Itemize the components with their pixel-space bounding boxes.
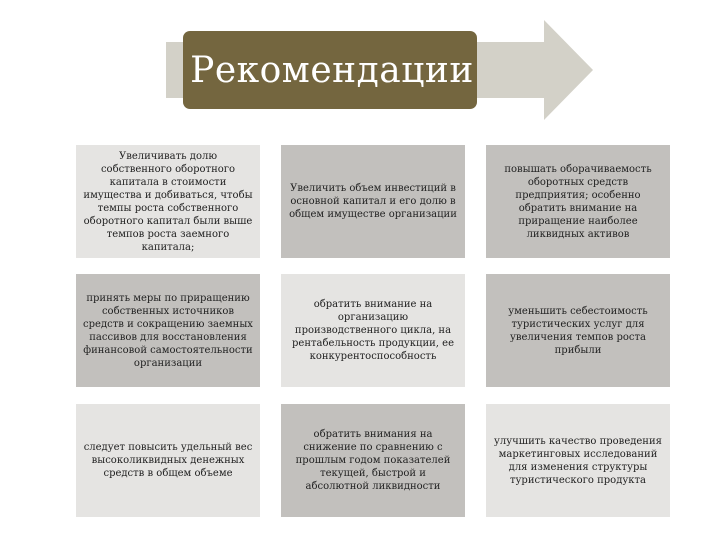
recommendation-r2-c3: уменьшить себестоимость туристических услуг для увеличения темпов роста прибыли — [486, 274, 670, 387]
recommendation-r3-c2: обратить внимания на снижение по сравнению с прошлым годом показателей текущей, быстрой и абсолютной ликвидности — [281, 404, 465, 517]
recommendation-r1-c1: Увеличивать долю собственного оборотного капитала в стоимости имущества и добиваться, чтобы темпы роста собственного оборотного капитал были выше темпов роста заемного капитала; — [76, 145, 260, 258]
recommendation-r1-c3: повышать оборачиваемость оборотных средств предприятия; особенно обратить внимание на приращение наиболее ликвидных активов — [486, 145, 670, 258]
recommendation-r2-c1: принять меры по приращению собственных источников средств и сокращению заемных пассивов для восстановления финансовой самостоятельности организации — [76, 274, 260, 387]
title: Рекомендации — [190, 49, 474, 91]
title-box — [183, 31, 477, 109]
recommendation-r3-c3: улучшить качество проведения маркетинговых исследований для изменения структуры туристического продукта — [486, 404, 670, 517]
recommendation-r1-c2: Увеличить объем инвестиций в основной капитал и его долю в общем имуществе организации — [281, 145, 465, 258]
recommendation-r3-c1: следует повысить удельный вес высоколиквидных денежных средств в общем объеме — [76, 404, 260, 517]
recommendation-r2-c2: обратить внимание на организацию производственного цикла, на рентабельность продукции, ее конкурентоспособность — [281, 274, 465, 387]
